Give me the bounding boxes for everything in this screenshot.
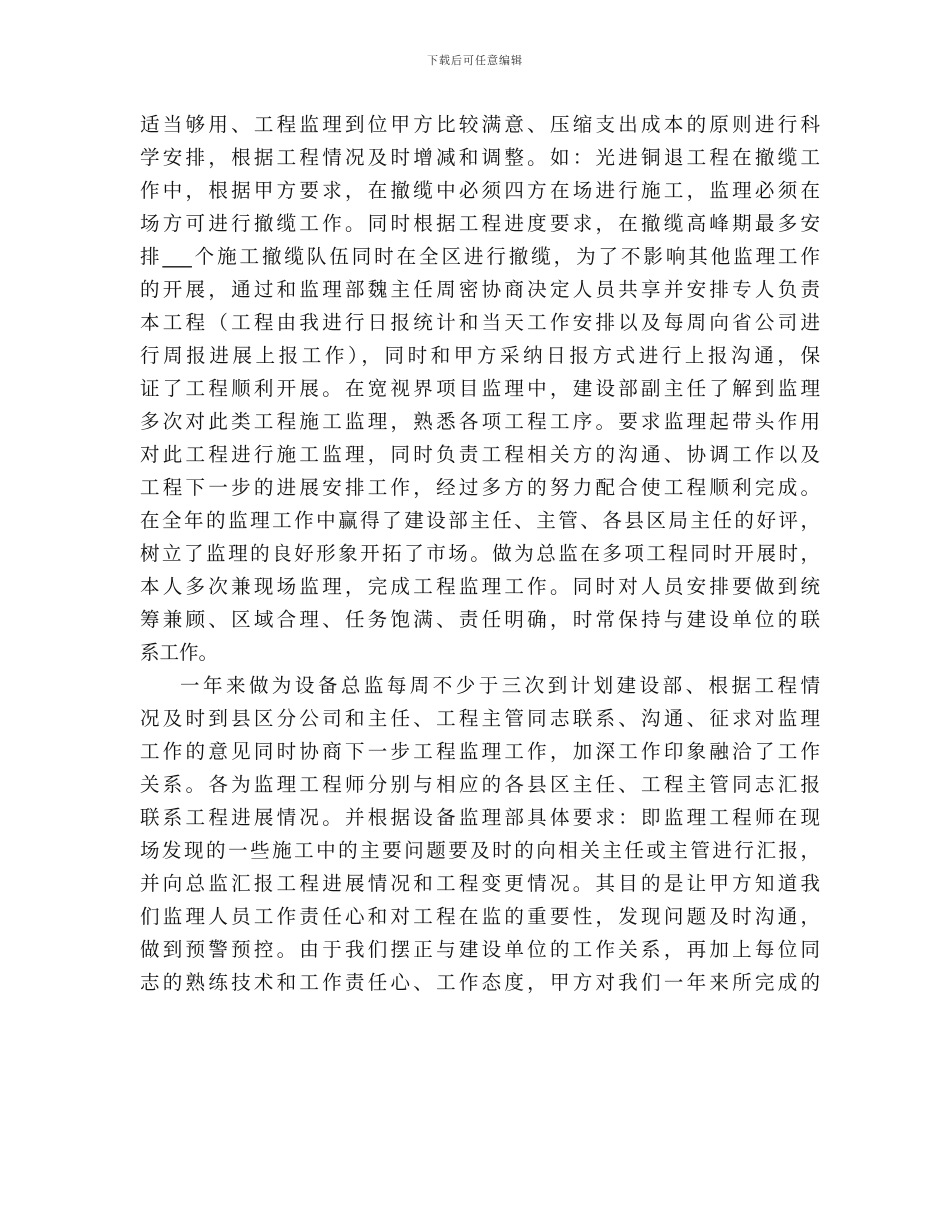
text-line: 系工作。 (140, 641, 219, 664)
text-line: 们监理人员工作责任心和对工程在监的重要性，发现问题及时沟通， (140, 905, 820, 928)
text-line: 的开展，通过和监理部魏主任周密协商决定人员共享并安排专人负责 (140, 278, 820, 301)
text-line: 证了工程顺利开展。在宽视界项目监理中，建设部副主任了解到监理 (140, 377, 820, 400)
paragraph-2 (140, 669, 820, 999)
document-body (140, 108, 820, 999)
page-header: 下载后可任意编辑 (427, 54, 523, 67)
text-line: 适当够用、工程监理到位甲方比较满意、压缩支出成本的原则进行科 (140, 113, 820, 136)
text-line: 工程下一步的进展安排工作，经过多方的努力配合使工程顺利完成。 (140, 476, 820, 499)
text-line: 本工程（工程由我进行日报统计和当天工作安排以及每周向省公司进 (140, 311, 820, 334)
text-line: 志的熟练技术和工作责任心、工作态度，甲方对我们一年来所完成的 (140, 971, 820, 994)
text-line: 在全年的监理工作中赢得了建设部主任、主管、各县区局主任的好评， (140, 509, 820, 532)
text-line: 场发现的一些施工中的主要问题要及时的向相关主任或主管进行汇报， (140, 839, 820, 862)
text-line: 并向总监汇报工程进展情况和工程变更情况。其目的是让甲方知道我 (140, 872, 820, 895)
text-line: 学安排，根据工程情况及时增减和调整。如：光进铜退工程在撤缆工 (140, 146, 820, 169)
text-line: 联系工程进展情况。并根据设备监理部具体要求：即监理工程师在现 (140, 806, 820, 829)
text-line: 树立了监理的良好形象开拓了市场。做为总监在多项工程同时开展时， (140, 542, 820, 565)
text-line: 对此工程进行施工监理，同时负责工程相关方的沟通、协调工作以及 (140, 443, 820, 466)
text-line: 况及时到县区分公司和主任、工程主管同志联系、沟通、征求对监理 (140, 707, 820, 730)
text-line: 工作的意见同时协商下一步工程监理工作，加深工作印象融洽了工作 (140, 740, 820, 763)
text-line: 本人多次兼现场监理，完成工程监理工作。同时对人员安排要做到统 (140, 575, 820, 598)
text-line: 关系。各为监理工程师分别与相应的各县区主任、工程主管同志汇报 (140, 773, 820, 796)
paragraph-1 (140, 108, 820, 669)
text-line: 行周报进展上报工作），同时和甲方采纳日报方式进行上报沟通，保 (140, 344, 820, 367)
text-line: 排___个施工撤缆队伍同时在全区进行撤缆，为了不影响其他监理工作 (140, 245, 820, 268)
text-line: 做到预警预控。由于我们摆正与建设单位的工作关系，再加上每位同 (140, 938, 820, 961)
text-line: 筹兼顾、区域合理、任务饱满、责任明确，时常保持与建设单位的联 (140, 608, 820, 631)
text-line: 多次对此类工程施工监理，熟悉各项工程工序。要求监理起带头作用 (140, 410, 820, 433)
text-line: 作中，根据甲方要求，在撤缆中必须四方在场进行施工，监理必须在 (140, 179, 820, 202)
text-line: 一年来做为设备总监每周不少于三次到计划建设部、根据工程情 (180, 674, 820, 697)
text-line: 场方可进行撤缆工作。同时根据工程进度要求，在撤缆高峰期最多安 (140, 212, 820, 235)
